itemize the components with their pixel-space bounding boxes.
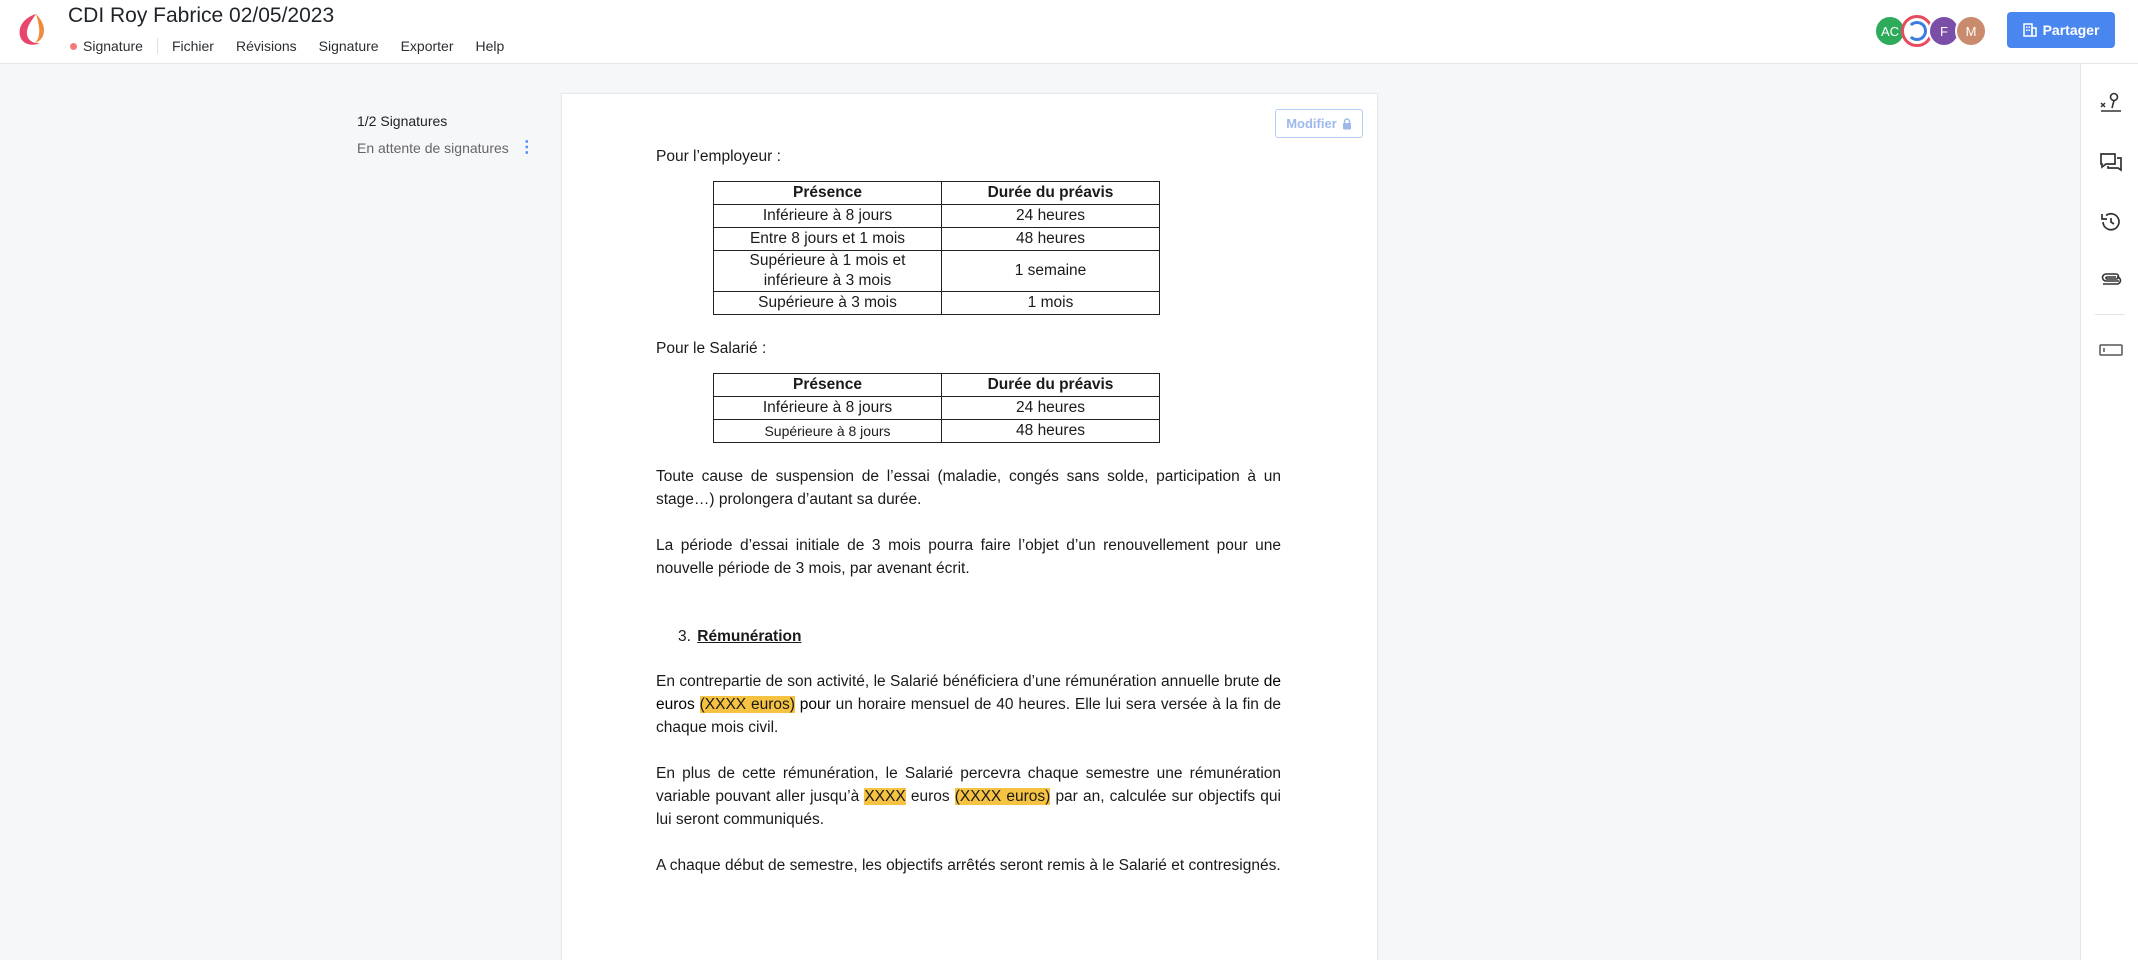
table-cell: 24 heures <box>942 205 1160 228</box>
table-cell: 48 heures <box>942 228 1160 251</box>
employee-notice-table <box>713 373 1160 443</box>
avatar[interactable]: M <box>1955 15 1987 47</box>
remuneration-text: pour <box>799 696 831 713</box>
table-cell: Supérieure à 1 mois et inférieure à 3 mois <box>714 251 942 292</box>
table-cell: Inférieure à 8 jours <box>714 397 942 420</box>
modify-label: Modifier <box>1286 116 1337 131</box>
lock-icon <box>1342 118 1352 130</box>
status-badge[interactable] <box>70 38 158 54</box>
suspension-paragraph: Toute cause de suspension de l’essai (maladie, congés sans solde, participation à un stage…) prolongera d’autant sa durée. <box>656 468 1281 508</box>
table-cell: 48 heures <box>942 420 1160 443</box>
signature-icon[interactable] <box>2099 91 2123 115</box>
document-content <box>656 145 1281 877</box>
menu-item-help[interactable]: Help <box>475 38 505 54</box>
variable-pay-paragraph <box>656 762 1281 831</box>
attachment-icon[interactable] <box>2099 269 2123 293</box>
employer-notice-table <box>713 181 1160 315</box>
table-header: Présence <box>714 182 942 205</box>
avatar[interactable]: AC <box>1874 15 1906 47</box>
section-heading <box>678 625 1281 648</box>
document-title[interactable]: CDI Roy Fabrice 02/05/2023 <box>68 4 335 27</box>
remuneration-text: En contrepartie de son activité, le Salarié bénéficiera d’une rémunération annuelle brute <box>656 673 1260 690</box>
menu-item-fichier[interactable]: Fichier <box>171 38 214 54</box>
section-title: Rémunération <box>697 628 802 645</box>
share-label: Partager <box>2042 22 2100 38</box>
avatar[interactable]: F <box>1928 15 1960 47</box>
variable-text: En plus de cette rémunération, le Salarié percevra chaque semestre une rémunération variable pouvant aller jusqu’à <box>656 765 1281 805</box>
section-number: 3. <box>678 628 691 645</box>
table-row <box>714 228 1160 251</box>
table-header: Durée du préavis <box>942 374 1160 397</box>
remuneration-paragraph <box>656 670 1281 739</box>
menu-item-revisions[interactable]: Révisions <box>235 38 297 54</box>
menu-item-signature[interactable]: Signature <box>318 38 379 54</box>
remuneration-text: de euros <box>656 673 1281 713</box>
right-sidebar <box>2080 64 2138 960</box>
status-dot <box>70 43 77 50</box>
table-row <box>714 420 1160 443</box>
table-header: Durée du préavis <box>942 182 1160 205</box>
placeholder-highlight[interactable]: (XXXX euros) <box>699 696 795 713</box>
menu-item-exporter[interactable]: Exporter <box>400 38 454 54</box>
sidebar-divider <box>2095 314 2125 315</box>
menu-bar <box>70 36 526 56</box>
table-cell: Inférieure à 8 jours <box>714 205 942 228</box>
table-header-row <box>714 374 1160 397</box>
table-cell: Entre 8 jours et 1 mois <box>714 228 942 251</box>
collaborator-avatars <box>1874 15 1982 47</box>
table-row <box>714 205 1160 228</box>
status-label: Signature <box>83 38 143 54</box>
signature-count: 1/2 Signatures <box>357 113 448 129</box>
table-cell: 24 heures <box>942 397 1160 420</box>
employee-intro: Pour le Salarié : <box>656 340 767 357</box>
placeholder-highlight[interactable]: XXXX <box>864 788 906 805</box>
app-logo-icon[interactable] <box>16 12 50 48</box>
table-header-row <box>714 182 1160 205</box>
fields-icon[interactable] <box>2099 338 2123 362</box>
app-logo-icon <box>1907 21 1927 41</box>
history-icon[interactable] <box>2099 210 2123 234</box>
signature-status-label: En attente de signatures <box>357 140 509 156</box>
comments-icon[interactable] <box>2099 151 2123 175</box>
more-options-icon[interactable]: ⋮ <box>518 139 535 156</box>
placeholder-highlight[interactable]: (XXXX euros) <box>954 788 1051 805</box>
variable-text: par an, calculée sur objectifs qui lui seront communiqués. <box>656 788 1281 828</box>
app-header <box>0 0 2138 64</box>
renewal-paragraph: La période d’essai initiale de 3 mois pourra faire l’objet d’un renouvellement pour une nouvelle période de 3 mois, par avenant écrit. <box>656 537 1281 577</box>
table-row <box>714 397 1160 420</box>
employer-intro: Pour l’employeur : <box>656 148 781 165</box>
table-cell: 1 semaine <box>942 251 1160 292</box>
remuneration-text: un horaire mensuel de 40 heures. Elle lui sera versée à la fin de chaque mois civil. <box>656 696 1281 736</box>
table-cell: Supérieure à 3 mois <box>714 292 942 315</box>
building-icon <box>2023 23 2037 37</box>
objectives-paragraph: A chaque début de semestre, les objectifs arrêtés seront remis à le Salarié et contresignés. <box>656 857 1281 874</box>
table-row <box>714 292 1160 315</box>
share-button[interactable] <box>2007 12 2115 48</box>
table-cell: Supérieure à 8 jours <box>714 420 942 443</box>
variable-text: euros <box>910 788 950 805</box>
table-cell: 1 mois <box>942 292 1160 315</box>
table-row <box>714 251 1160 292</box>
signature-status <box>357 140 535 156</box>
modify-button[interactable] <box>1275 109 1363 138</box>
table-header: Présence <box>714 374 942 397</box>
